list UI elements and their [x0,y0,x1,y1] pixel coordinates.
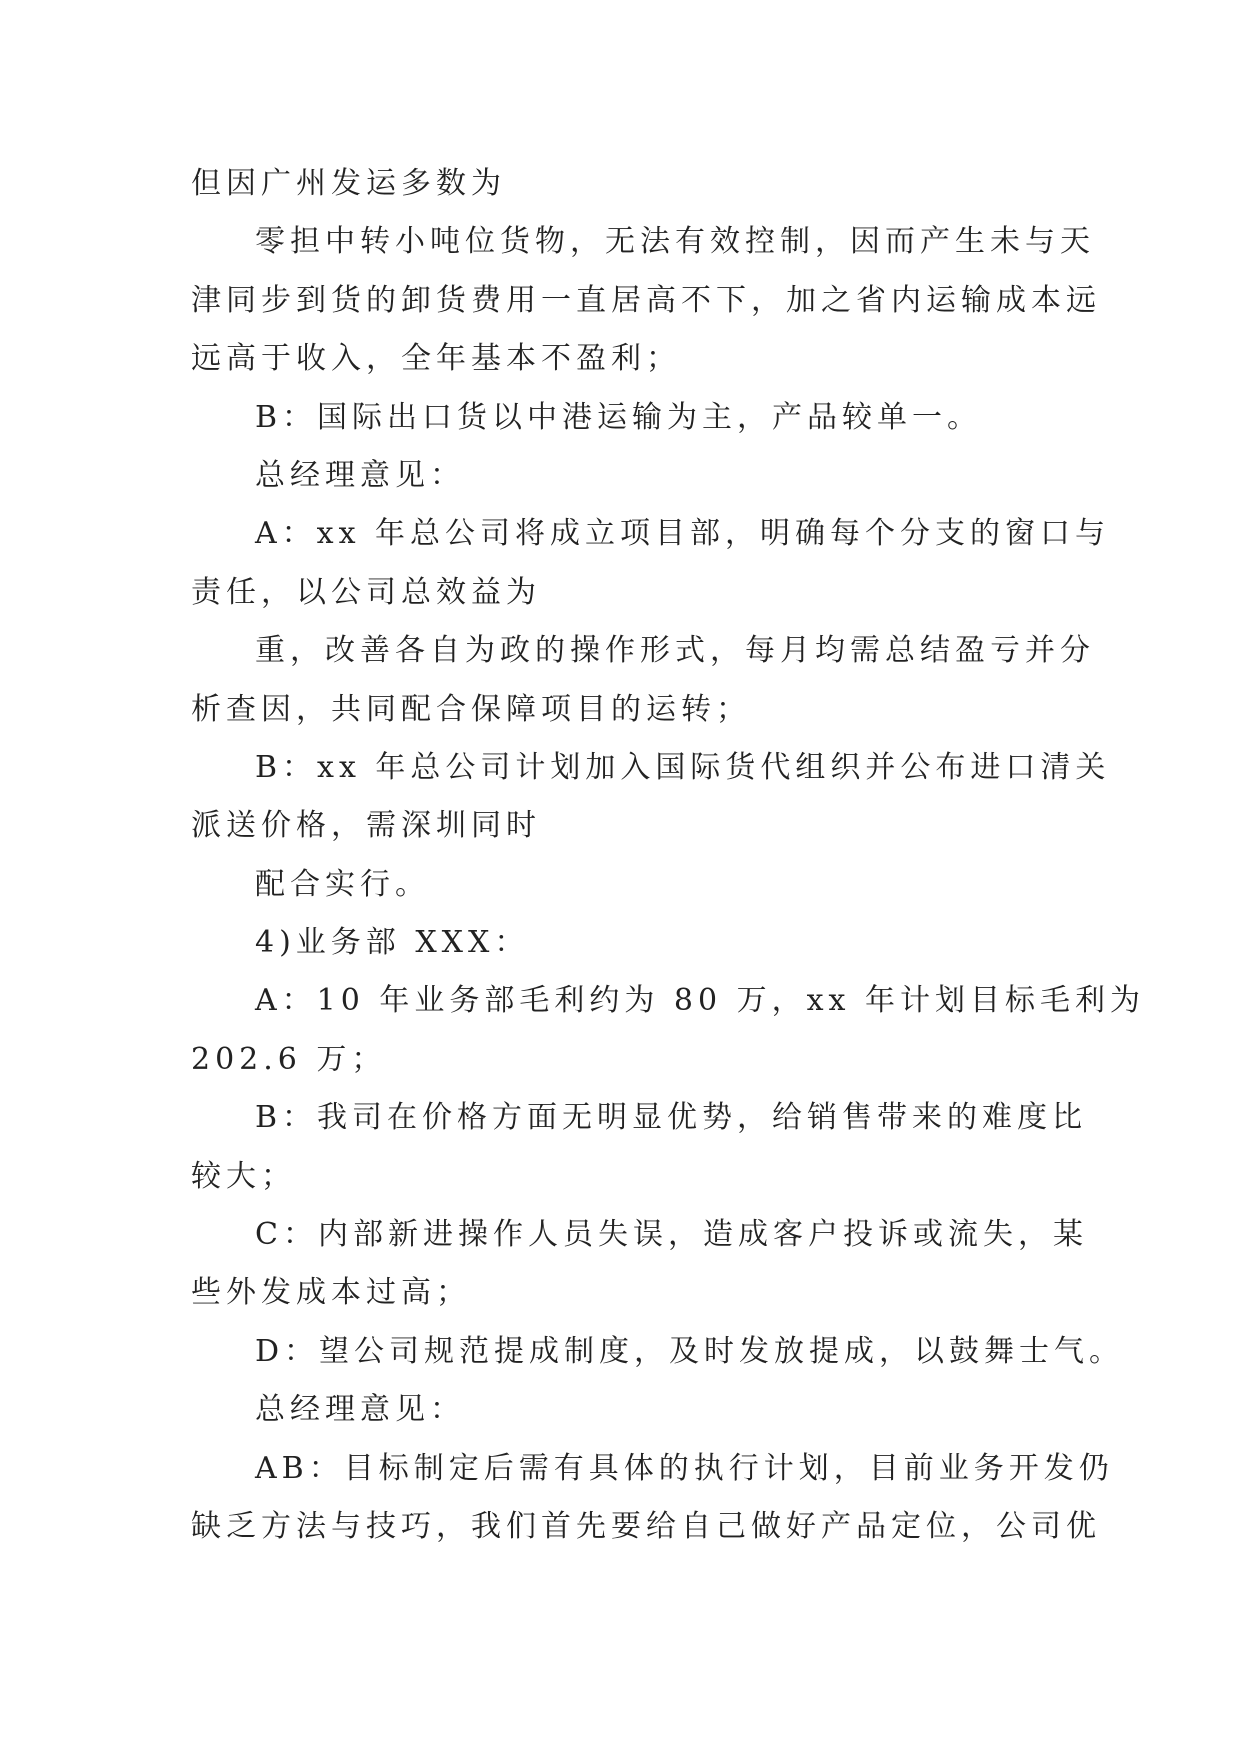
text-line: D：望公司规范提成制度，及时发放提成，以鼓舞士气。 [255,1333,1125,1369]
text-line: 较大； [191,1158,296,1194]
text-line: B：我司在价格方面无明显优势，给销售带来的难度比 [255,1100,1088,1136]
text-line: 重，改善各自为政的操作形式，每月均需总结盈亏并分 [255,633,1095,669]
document-body [191,155,1145,1556]
text-line: 总经理意见： [255,457,465,493]
text-line: 总经理意见： [255,1392,465,1428]
text-line: 责任，以公司总效益为 [191,574,541,610]
text-line: 但因广州发运多数为 [191,166,506,201]
text-line: 零担中转小吨位货物，无法有效控制，因而产生未与天 [255,224,1095,260]
text-line: 析查因，共同配合保障项目的运转； [191,691,751,727]
text-line: 津同步到货的卸货费用一直居高不下，加之省内运输成本远 [191,282,1101,318]
text-line: 远高于收入，全年基本不盈利； [191,341,681,377]
text-line: 4)业务部 XXX： [255,925,530,961]
text-line: C：内部新进操作人员失误，造成客户投诉或流失，某 [255,1217,1088,1253]
text-line: 些外发成本过高； [191,1275,471,1311]
text-line: B：xx 年总公司计划加入国际货代组织并公布进口清关 [255,749,1111,785]
text-line: 派送价格，需深圳同时 [191,808,541,844]
text-line: A：xx 年总公司将成立项目部，明确每个分支的窗口与 [255,516,1111,552]
text-line: B：国际出口货以中港运输为主，产品较单一。 [255,399,983,435]
text-line: 配合实行。 [255,866,430,902]
text-line: AB：目标制定后需有具体的执行计划，目前业务开发仍 [255,1450,1114,1486]
text-line: A：10 年业务部毛利约为 80 万，xx 年计划目标毛利为 [255,983,1145,1019]
text-line: 202.6 万； [191,1041,387,1077]
text-line: 缺乏方法与技巧，我们首先要给自己做好产品定位，公司优 [191,1508,1101,1544]
